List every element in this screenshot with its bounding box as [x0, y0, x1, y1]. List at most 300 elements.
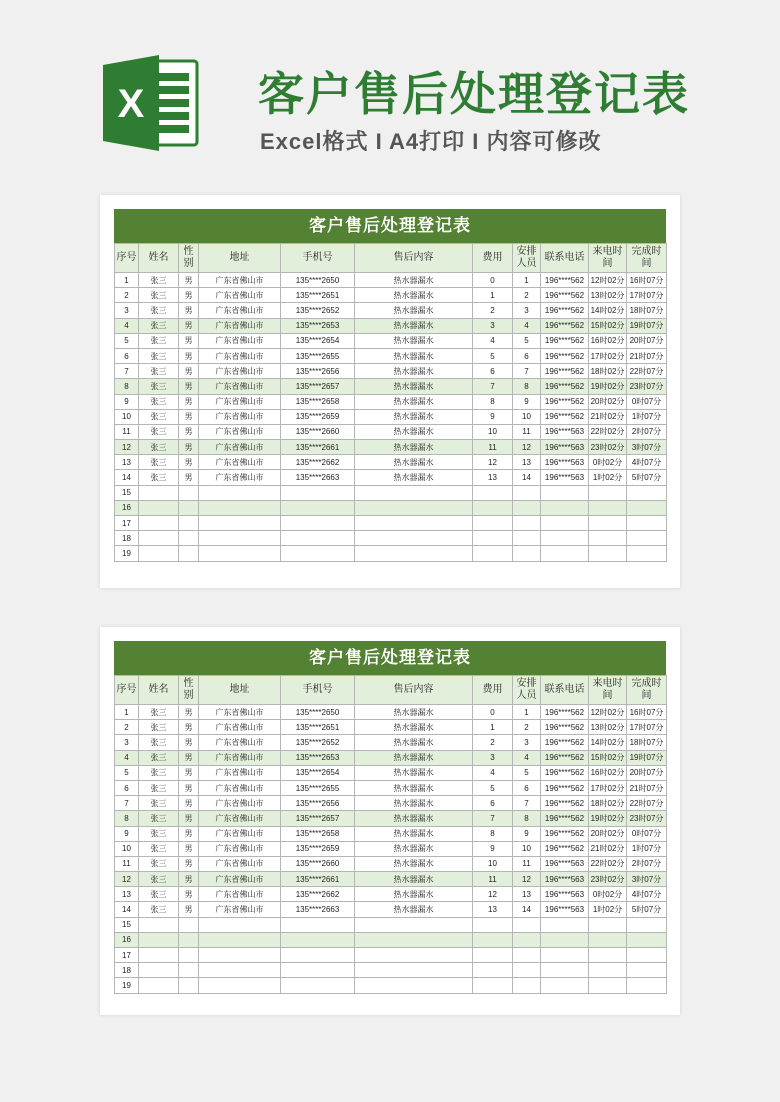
cell-name: 张三 [139, 796, 179, 811]
cell-seq: 12 [115, 440, 139, 455]
column-header-done-time: 完成时间 [627, 676, 667, 705]
cell-issue: 热水器漏水 [355, 887, 473, 902]
cell-name: 张三 [139, 470, 179, 485]
cell-name: 张三 [139, 780, 179, 795]
table-row [115, 963, 667, 978]
cell-issue: 热水器漏水 [355, 470, 473, 485]
cell-phone: 135****2661 [281, 440, 355, 455]
cell-fee [473, 500, 513, 515]
cell-call-time: 20时02分 [589, 826, 627, 841]
cell-staff: 8 [513, 379, 541, 394]
record-table [114, 675, 667, 994]
cell-gender: 男 [179, 887, 199, 902]
cell-seq: 18 [115, 531, 139, 546]
cell-issue: 热水器漏水 [355, 273, 473, 288]
table-row [115, 811, 667, 826]
cell-staff: 1 [513, 705, 541, 720]
cell-seq: 17 [115, 516, 139, 531]
cell-fee: 2 [473, 303, 513, 318]
cell-address [199, 978, 281, 993]
cell-fee [473, 531, 513, 546]
cell-seq: 6 [115, 780, 139, 795]
cell-issue: 热水器漏水 [355, 720, 473, 735]
cell-contact: 196****562 [541, 303, 589, 318]
cell-phone: 135****2653 [281, 318, 355, 333]
cell-issue: 热水器漏水 [355, 765, 473, 780]
cell-name [139, 500, 179, 515]
cell-call-time: 19时02分 [589, 811, 627, 826]
cell-staff: 12 [513, 440, 541, 455]
cell-gender: 男 [179, 872, 199, 887]
cell-phone: 135****2656 [281, 364, 355, 379]
table-row [115, 841, 667, 856]
column-header-address: 地址 [199, 244, 281, 273]
cell-address: 广东省佛山市 [199, 424, 281, 439]
table-row [115, 516, 667, 531]
cell-phone: 135****2663 [281, 902, 355, 917]
cell-staff: 14 [513, 902, 541, 917]
cell-seq: 11 [115, 424, 139, 439]
cell-staff: 5 [513, 765, 541, 780]
cell-gender [179, 948, 199, 963]
cell-address: 广东省佛山市 [199, 887, 281, 902]
cell-call-time: 12时02分 [589, 705, 627, 720]
cell-name [139, 932, 179, 947]
cell-phone: 135****2662 [281, 455, 355, 470]
cell-address: 广东省佛山市 [199, 470, 281, 485]
cell-staff: 14 [513, 470, 541, 485]
cell-name [139, 917, 179, 932]
cell-call-time: 19时02分 [589, 379, 627, 394]
table-row [115, 394, 667, 409]
table-row [115, 917, 667, 932]
cell-address [199, 485, 281, 500]
cell-contact: 196****563 [541, 455, 589, 470]
table-row [115, 318, 667, 333]
cell-gender [179, 932, 199, 947]
cell-gender: 男 [179, 811, 199, 826]
cell-call-time: 1时02分 [589, 902, 627, 917]
cell-call-time [589, 485, 627, 500]
cell-fee: 10 [473, 424, 513, 439]
cell-staff: 12 [513, 872, 541, 887]
cell-gender [179, 978, 199, 993]
cell-seq: 14 [115, 470, 139, 485]
cell-call-time [589, 917, 627, 932]
cell-call-time: 14时02分 [589, 303, 627, 318]
table-row [115, 440, 667, 455]
table-row [115, 500, 667, 515]
cell-address: 广东省佛山市 [199, 811, 281, 826]
cell-seq: 1 [115, 273, 139, 288]
cell-fee: 0 [473, 273, 513, 288]
table-row [115, 364, 667, 379]
cell-gender: 男 [179, 750, 199, 765]
cell-call-time [589, 963, 627, 978]
column-header-seq: 序号 [115, 244, 139, 273]
cell-phone: 135****2652 [281, 303, 355, 318]
cell-issue: 热水器漏水 [355, 856, 473, 871]
cell-name: 张三 [139, 379, 179, 394]
cell-phone: 135****2655 [281, 348, 355, 363]
cell-phone [281, 531, 355, 546]
cell-fee: 0 [473, 705, 513, 720]
cell-staff: 11 [513, 424, 541, 439]
cell-phone: 135****2653 [281, 750, 355, 765]
cell-phone [281, 917, 355, 932]
cell-seq: 7 [115, 364, 139, 379]
table-row [115, 303, 667, 318]
cell-issue: 热水器漏水 [355, 735, 473, 750]
cell-phone: 135****2658 [281, 826, 355, 841]
cell-address: 广东省佛山市 [199, 379, 281, 394]
cell-staff: 7 [513, 364, 541, 379]
cell-address: 广东省佛山市 [199, 902, 281, 917]
column-header-name: 姓名 [139, 676, 179, 705]
cell-call-time: 22时02分 [589, 424, 627, 439]
table-row [115, 273, 667, 288]
cell-address: 广东省佛山市 [199, 394, 281, 409]
cell-fee [473, 932, 513, 947]
cell-seq: 3 [115, 303, 139, 318]
cell-name: 张三 [139, 409, 179, 424]
cell-call-time: 16时02分 [589, 333, 627, 348]
page-header [0, 0, 780, 190]
cell-gender: 男 [179, 409, 199, 424]
cell-address: 广东省佛山市 [199, 705, 281, 720]
cell-issue [355, 948, 473, 963]
cell-fee [473, 917, 513, 932]
cell-done-time: 3时07分 [627, 440, 667, 455]
table-row [115, 705, 667, 720]
cell-gender: 男 [179, 273, 199, 288]
cell-contact: 196****563 [541, 872, 589, 887]
cell-done-time [627, 485, 667, 500]
cell-fee: 11 [473, 872, 513, 887]
cell-gender: 男 [179, 735, 199, 750]
cell-phone: 135****2651 [281, 720, 355, 735]
cell-call-time: 23时02分 [589, 440, 627, 455]
table-row [115, 750, 667, 765]
column-header-call-time: 来电时间 [589, 676, 627, 705]
cell-call-time [589, 531, 627, 546]
cell-address: 广东省佛山市 [199, 318, 281, 333]
cell-contact: 196****562 [541, 826, 589, 841]
cell-name: 张三 [139, 273, 179, 288]
cell-fee: 5 [473, 348, 513, 363]
cell-phone: 135****2660 [281, 856, 355, 871]
cell-done-time: 1时07分 [627, 841, 667, 856]
cell-done-time: 19时07分 [627, 750, 667, 765]
cell-gender: 男 [179, 780, 199, 795]
cell-done-time: 22时07分 [627, 364, 667, 379]
cell-fee: 11 [473, 440, 513, 455]
cell-phone: 135****2657 [281, 379, 355, 394]
cell-issue [355, 978, 473, 993]
cell-address: 广东省佛山市 [199, 455, 281, 470]
table-row [115, 780, 667, 795]
cell-issue: 热水器漏水 [355, 303, 473, 318]
cell-seq: 5 [115, 333, 139, 348]
cell-phone: 135****2650 [281, 705, 355, 720]
cell-contact: 196****562 [541, 333, 589, 348]
cell-fee: 12 [473, 887, 513, 902]
cell-contact: 196****562 [541, 765, 589, 780]
cell-gender: 男 [179, 902, 199, 917]
cell-done-time [627, 531, 667, 546]
cell-phone: 135****2652 [281, 735, 355, 750]
cell-staff: 1 [513, 273, 541, 288]
cell-address: 广东省佛山市 [199, 796, 281, 811]
cell-staff [513, 500, 541, 515]
cell-contact: 196****563 [541, 470, 589, 485]
cell-done-time: 16时07分 [627, 273, 667, 288]
cell-issue: 热水器漏水 [355, 841, 473, 856]
cell-gender: 男 [179, 318, 199, 333]
column-header-call-time: 来电时间 [589, 244, 627, 273]
cell-issue [355, 546, 473, 561]
cell-seq: 2 [115, 288, 139, 303]
cell-address: 广东省佛山市 [199, 409, 281, 424]
cell-name: 张三 [139, 440, 179, 455]
cell-issue [355, 485, 473, 500]
cell-staff: 8 [513, 811, 541, 826]
cell-contact: 196****562 [541, 288, 589, 303]
cell-address: 广东省佛山市 [199, 303, 281, 318]
cell-call-time [589, 516, 627, 531]
cell-name: 张三 [139, 856, 179, 871]
cell-done-time [627, 500, 667, 515]
cell-name: 张三 [139, 394, 179, 409]
cell-issue: 热水器漏水 [355, 872, 473, 887]
cell-name [139, 546, 179, 561]
cell-issue: 热水器漏水 [355, 424, 473, 439]
cell-call-time [589, 932, 627, 947]
cell-contact [541, 531, 589, 546]
cell-gender: 男 [179, 856, 199, 871]
cell-phone: 135****2658 [281, 394, 355, 409]
cell-phone: 135****2659 [281, 409, 355, 424]
cell-gender: 男 [179, 826, 199, 841]
cell-phone: 135****2657 [281, 811, 355, 826]
cell-gender: 男 [179, 705, 199, 720]
column-header-gender: 性别 [179, 244, 199, 273]
cell-phone [281, 500, 355, 515]
cell-done-time: 18时07分 [627, 303, 667, 318]
cell-fee: 4 [473, 333, 513, 348]
cell-gender: 男 [179, 364, 199, 379]
cell-seq: 13 [115, 455, 139, 470]
cell-issue: 热水器漏水 [355, 826, 473, 841]
cell-fee: 9 [473, 841, 513, 856]
column-header-phone: 手机号 [281, 244, 355, 273]
cell-fee: 6 [473, 796, 513, 811]
cell-address: 广东省佛山市 [199, 273, 281, 288]
cell-staff [513, 531, 541, 546]
cell-phone: 135****2654 [281, 765, 355, 780]
cell-seq: 15 [115, 917, 139, 932]
cell-address: 广东省佛山市 [199, 440, 281, 455]
table-row [115, 978, 667, 993]
cell-phone: 135****2662 [281, 887, 355, 902]
cell-staff: 10 [513, 409, 541, 424]
cell-name: 张三 [139, 872, 179, 887]
cell-call-time: 20时02分 [589, 394, 627, 409]
cell-address: 广东省佛山市 [199, 720, 281, 735]
cell-fee: 7 [473, 811, 513, 826]
cell-contact: 196****562 [541, 780, 589, 795]
cell-name: 张三 [139, 765, 179, 780]
cell-contact: 196****562 [541, 796, 589, 811]
cell-seq: 14 [115, 902, 139, 917]
cell-seq: 8 [115, 379, 139, 394]
cell-seq: 3 [115, 735, 139, 750]
cell-address [199, 917, 281, 932]
cell-done-time: 19时07分 [627, 318, 667, 333]
table-row [115, 531, 667, 546]
cell-issue [355, 917, 473, 932]
cell-address [199, 516, 281, 531]
cell-done-time: 5时07分 [627, 470, 667, 485]
cell-issue: 热水器漏水 [355, 379, 473, 394]
cell-contact: 196****563 [541, 424, 589, 439]
cell-issue [355, 516, 473, 531]
cell-fee [473, 516, 513, 531]
cell-seq: 6 [115, 348, 139, 363]
column-header-staff: 安排人员 [513, 676, 541, 705]
cell-done-time: 1时07分 [627, 409, 667, 424]
table-row [115, 796, 667, 811]
cell-phone [281, 932, 355, 947]
cell-contact: 196****563 [541, 440, 589, 455]
cell-name [139, 516, 179, 531]
cell-done-time: 23时07分 [627, 379, 667, 394]
cell-fee: 8 [473, 394, 513, 409]
sheet-preview-2 [100, 627, 680, 1015]
cell-address: 广东省佛山市 [199, 780, 281, 795]
cell-fee: 9 [473, 409, 513, 424]
cell-call-time: 21时02分 [589, 409, 627, 424]
cell-call-time: 1时02分 [589, 470, 627, 485]
cell-call-time: 13时02分 [589, 720, 627, 735]
cell-address: 广东省佛山市 [199, 826, 281, 841]
cell-done-time: 3时07分 [627, 872, 667, 887]
page-title: 客户售后处理登记表 [258, 68, 690, 120]
cell-done-time: 17时07分 [627, 720, 667, 735]
cell-seq: 2 [115, 720, 139, 735]
column-header-name: 姓名 [139, 244, 179, 273]
cell-done-time: 18时07分 [627, 735, 667, 750]
cell-gender [179, 485, 199, 500]
cell-contact [541, 978, 589, 993]
cell-issue: 热水器漏水 [355, 780, 473, 795]
cell-contact: 196****562 [541, 318, 589, 333]
cell-name: 张三 [139, 811, 179, 826]
cell-contact [541, 932, 589, 947]
cell-fee: 8 [473, 826, 513, 841]
cell-gender [179, 917, 199, 932]
cell-done-time [627, 963, 667, 978]
cell-call-time: 17时02分 [589, 348, 627, 363]
cell-gender [179, 500, 199, 515]
cell-gender: 男 [179, 765, 199, 780]
cell-phone [281, 516, 355, 531]
cell-contact [541, 546, 589, 561]
cell-phone: 135****2654 [281, 333, 355, 348]
cell-issue [355, 932, 473, 947]
table-row [115, 826, 667, 841]
cell-seq: 11 [115, 856, 139, 871]
cell-done-time [627, 978, 667, 993]
cell-address: 广东省佛山市 [199, 735, 281, 750]
cell-seq: 10 [115, 409, 139, 424]
column-header-contact: 联系电话 [541, 244, 589, 273]
cell-fee: 10 [473, 856, 513, 871]
table-row [115, 887, 667, 902]
cell-phone: 135****2660 [281, 424, 355, 439]
cell-fee: 2 [473, 735, 513, 750]
cell-call-time: 15时02分 [589, 318, 627, 333]
cell-contact: 196****562 [541, 720, 589, 735]
cell-name [139, 531, 179, 546]
excel-logo-icon [103, 55, 201, 151]
table-row [115, 902, 667, 917]
table-row [115, 485, 667, 500]
cell-call-time: 14时02分 [589, 735, 627, 750]
cell-name: 张三 [139, 318, 179, 333]
cell-staff: 2 [513, 288, 541, 303]
cell-name: 张三 [139, 303, 179, 318]
cell-gender: 男 [179, 303, 199, 318]
cell-gender: 男 [179, 455, 199, 470]
cell-fee: 1 [473, 720, 513, 735]
cell-done-time: 16时07分 [627, 705, 667, 720]
cell-issue: 热水器漏水 [355, 318, 473, 333]
cell-seq: 19 [115, 978, 139, 993]
cell-contact [541, 917, 589, 932]
cell-name: 张三 [139, 902, 179, 917]
table-row [115, 348, 667, 363]
cell-staff [513, 485, 541, 500]
column-header-done-time: 完成时间 [627, 244, 667, 273]
cell-address [199, 500, 281, 515]
cell-gender: 男 [179, 841, 199, 856]
cell-contact [541, 963, 589, 978]
cell-contact: 196****562 [541, 394, 589, 409]
cell-contact: 196****562 [541, 750, 589, 765]
cell-address: 广东省佛山市 [199, 288, 281, 303]
table-title: 客户售后处理登记表 [114, 209, 666, 243]
cell-seq: 13 [115, 887, 139, 902]
table-row [115, 333, 667, 348]
cell-issue [355, 500, 473, 515]
cell-staff: 9 [513, 826, 541, 841]
cell-staff [513, 546, 541, 561]
cell-issue: 热水器漏水 [355, 288, 473, 303]
cell-gender [179, 516, 199, 531]
cell-fee [473, 485, 513, 500]
cell-staff: 2 [513, 720, 541, 735]
table-title: 客户售后处理登记表 [114, 641, 666, 675]
cell-call-time: 18时02分 [589, 796, 627, 811]
table-row [115, 409, 667, 424]
cell-gender [179, 546, 199, 561]
cell-done-time: 2时07分 [627, 424, 667, 439]
cell-contact: 196****562 [541, 379, 589, 394]
cell-call-time [589, 500, 627, 515]
cell-contact: 196****562 [541, 811, 589, 826]
cell-contact: 196****563 [541, 887, 589, 902]
